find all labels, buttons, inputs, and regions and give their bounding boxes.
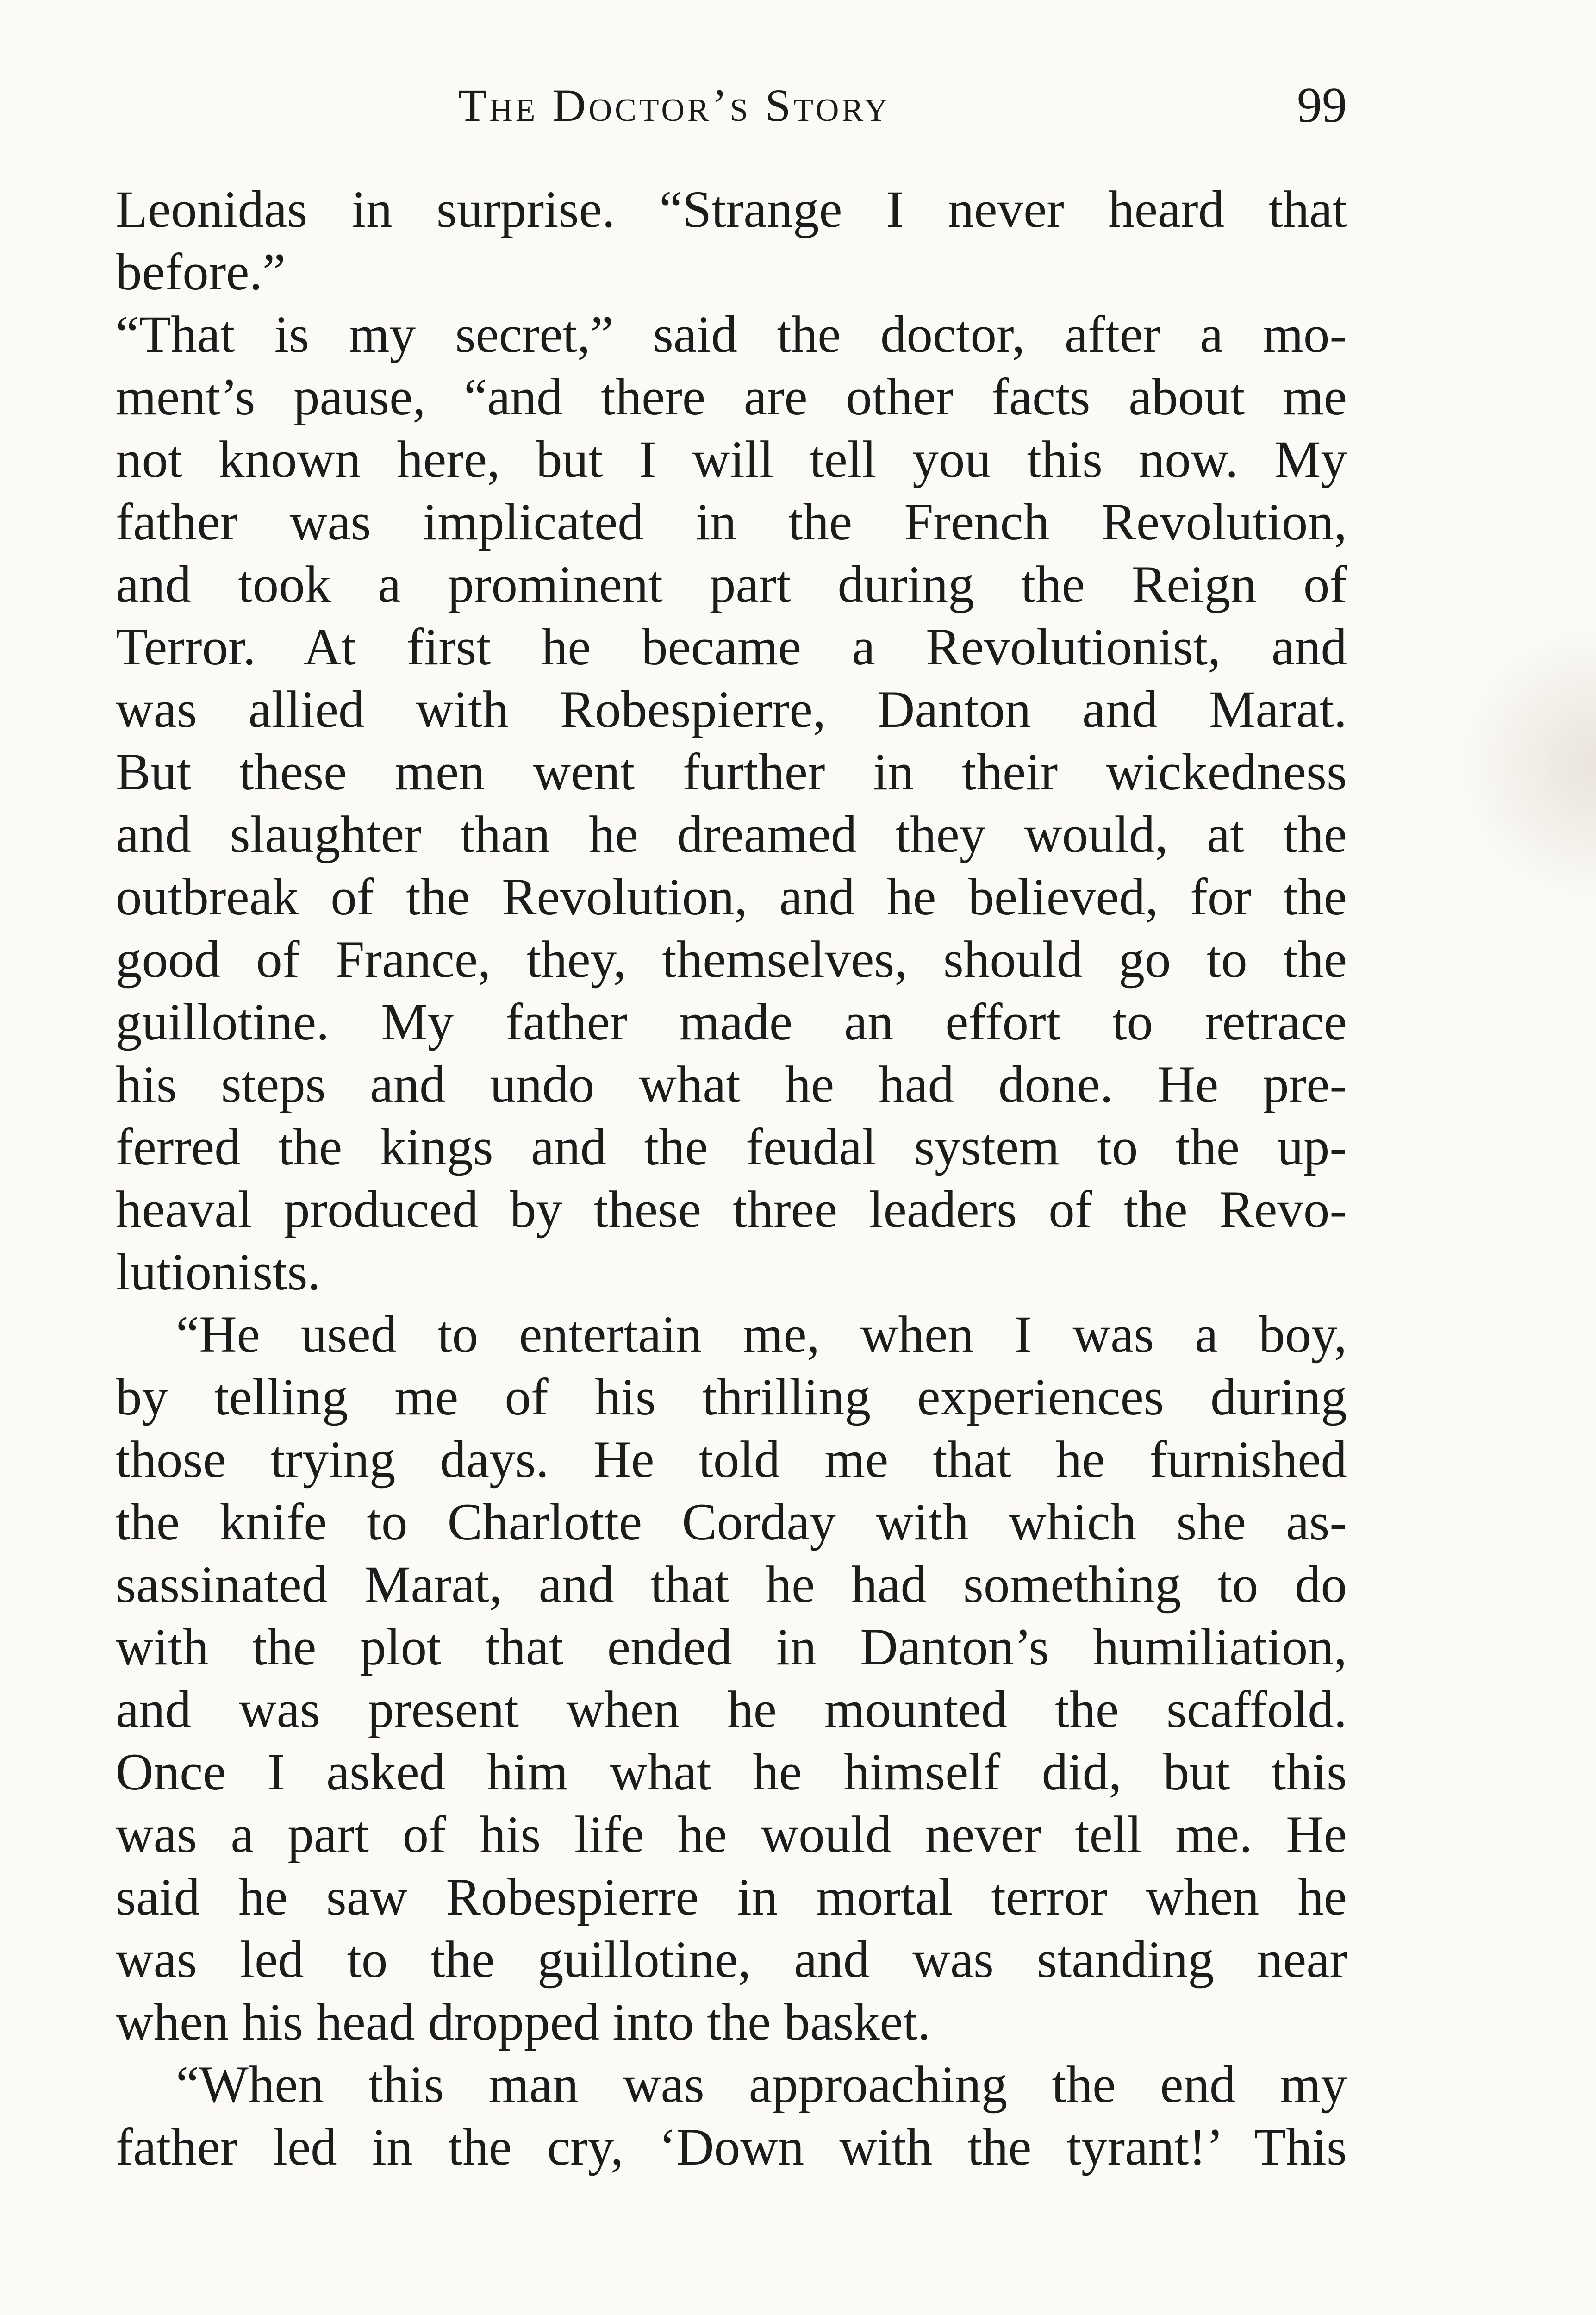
text-line: when his head dropped into the basket. — [116, 1993, 931, 2051]
body-text — [116, 178, 1347, 2178]
text-line: But these men went further in their wickedness — [116, 743, 1347, 801]
text-line: not known here, but I will tell you this now. My — [116, 431, 1347, 488]
text-line: heaval produced by these three leaders of the Revo- — [116, 1181, 1347, 1239]
text-line: Leonidas in surprise. “Strange I never heard that — [116, 181, 1347, 238]
text-line: good of France, they, themselves, should go to the — [116, 931, 1347, 989]
text-line: the knife to Charlotte Corday with which she as- — [116, 1493, 1347, 1551]
text-line: and slaughter than he dreamed they would, at the — [116, 806, 1347, 863]
text-line: and took a prominent part during the Reign of — [116, 556, 1347, 613]
text-line: sassinated Marat, and that he had something to do — [116, 1556, 1347, 1614]
text-line: his steps and undo what he had done. He pre- — [116, 1056, 1347, 1114]
text-line: “That is my secret,” said the doctor, after a mo- — [116, 306, 1347, 363]
text-line: ferred the kings and the feudal system to the up- — [116, 1118, 1347, 1176]
text-line: with the plot that ended in Danton’s humiliation, — [116, 1618, 1347, 1676]
page-header — [116, 69, 1347, 134]
text-line: father was implicated in the French Revolution, — [116, 493, 1347, 551]
text-line: ment’s pause, “and there are other facts about me — [116, 368, 1347, 426]
text-line: guillotine. My father made an effort to retrace — [116, 993, 1347, 1051]
text-line: and was present when he mounted the scaffold. — [116, 1681, 1347, 1739]
text-line: by telling me of his thrilling experiences during — [116, 1368, 1347, 1426]
text-line: those trying days. He told me that he furnished — [116, 1431, 1347, 1489]
page-number: 99 — [1297, 78, 1347, 133]
text-line: before.” — [116, 243, 286, 301]
text-line: lutionists. — [116, 1243, 321, 1301]
text-line: father led in the cry, ‘Down with the tyrant!’ This — [116, 2118, 1347, 2176]
text-line: Terror. At first he became a Revolutionist, and — [116, 618, 1347, 676]
text-line: outbreak of the Revolution, and he believed, for the — [116, 868, 1347, 926]
text-line: said he saw Robespierre in mortal terror when he — [116, 1868, 1347, 1926]
page-stain — [1457, 625, 1596, 903]
text-line: was allied with Robespierre, Danton and Marat. — [116, 681, 1347, 738]
text-line: was led to the guillotine, and was standing near — [116, 1931, 1347, 1989]
text-line: Once I asked him what he himself did, but this — [116, 1743, 1347, 1801]
text-line: “He used to entertain me, when I was a boy, — [176, 1306, 1347, 1364]
text-line: was a part of his life he would never tell me. He — [116, 1806, 1347, 1864]
text-line: “When this man was approaching the end my — [176, 2056, 1347, 2114]
running-title: The Doctor’s Story — [458, 80, 891, 131]
